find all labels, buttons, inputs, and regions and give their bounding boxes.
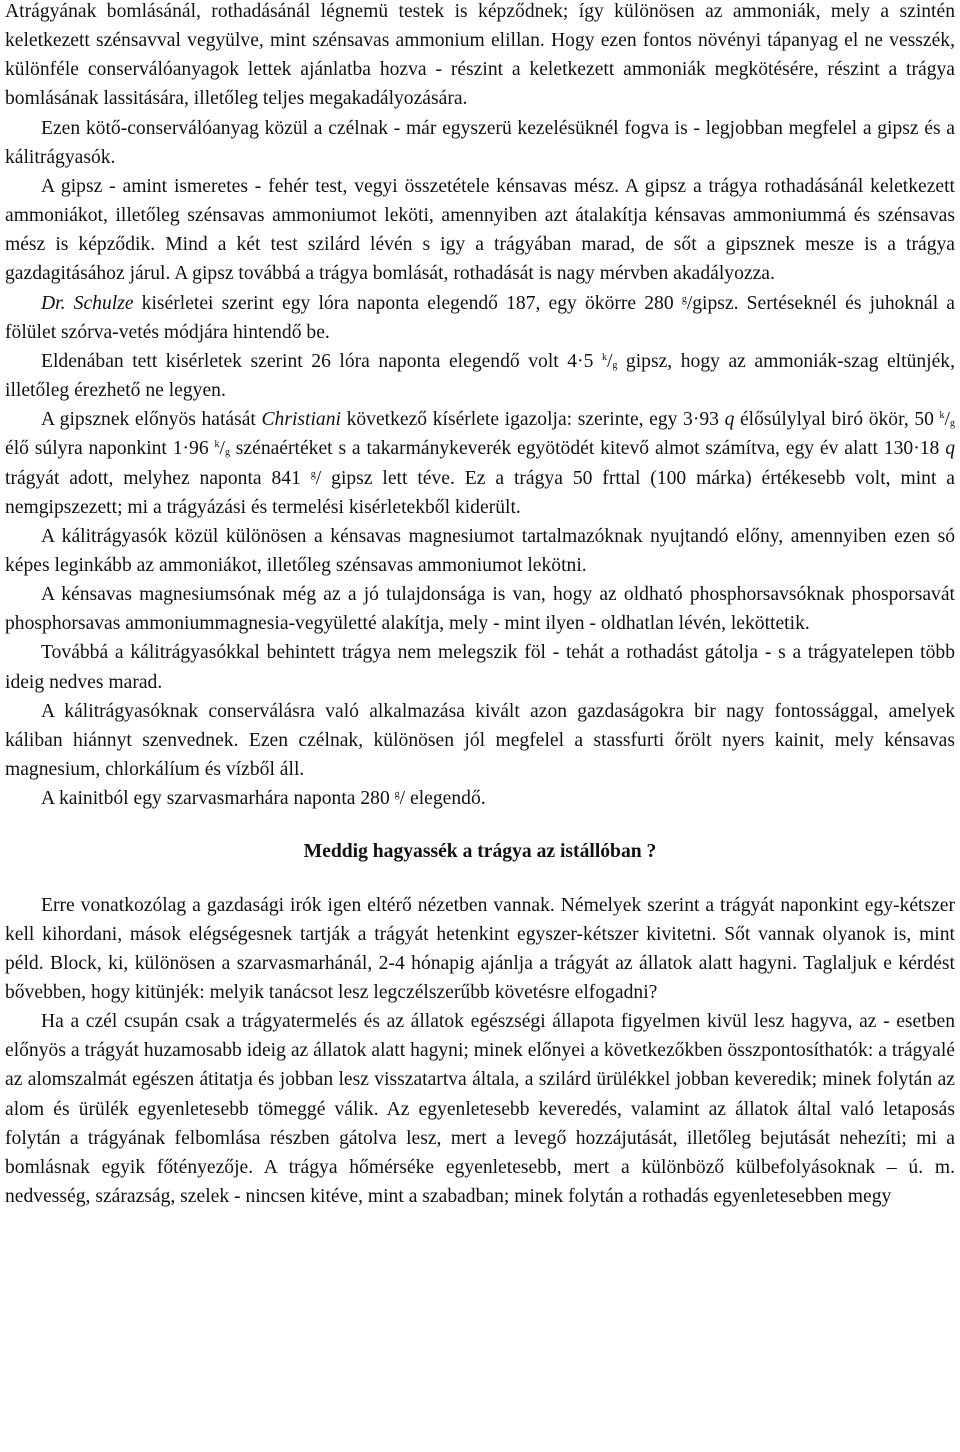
author-name: Schulze: [73, 292, 134, 314]
unit-subscript: g: [949, 418, 955, 430]
paragraph-magnesium-sulfate: A kénsavas magnesiumsónak még az a jó tulajdonsága is van, hogy az oldható phosphorsavsóknak phosporsavát phosphorsavas ammoniummagnesia-vegyületté alakítja, mely - mint ilyen - oldhatlan lévén, leköttetik.: [5, 584, 955, 635]
unit-subscript: g: [224, 447, 230, 459]
unit-superscript: k: [214, 439, 220, 451]
unit-superscript: g: [310, 468, 316, 480]
section-heading: Meddig hagyassék a trágya az istállóban ?: [303, 841, 657, 863]
paragraph-potash-salts: A kálitrágyasók közül különösen a kénsavas magnesiumot tartalmazóknak nyujtandó előny, amennyiben ezen só képes leginkább az ammoniákot, illetőleg szénsavas ammoniumot lekötni.: [5, 525, 955, 576]
paragraph-conserving-agents: Ezen kötő-conserválóanyag közül a czélnak - már egyszerü kezelésüknél fogva is - legjobban megfelel a gipsz és a kálitrágyasók.: [5, 117, 955, 168]
unit-superscript: k: [939, 410, 945, 422]
paragraph-no-heating: Továbbá a kálitrágyasókkal behintett trágya nem melegszik föl - tehát a rothadást gátolja - s a trágyatelepen több ideig nedves marad.: [5, 642, 955, 693]
paragraph-ammonia-loss: Atrágyának bomlásánál, rothadásánál légnemü testek is képződnek; így különösen az ammoniák, mely a szintén keletkezett szénsavval vegyülve, mint szénsavas ammonium elillan. Hogy ezen fontos növényi tápanyag el ne vesszék, különféle conserválóanyagok lettek ajánlatba hozva - részint a keletkezett ammoniák megkötésére, részint a trágya bomlásának lassitására, illetőleg teljes megakadályozására.: [5, 1, 955, 110]
paragraph-kainit-dose: A kainitból egy szarvasmarhára naponta 280 $^g$/ elegendő.: [41, 788, 486, 810]
paragraph-schulze: Dr. Schulze kisérletei szerint egy lóra naponta elegendő 187, egy ökörre 280 $^g$/gipsz. Sertéseknél és juhoknál a fölület szórva-vetés módjára hintendő be.: [5, 292, 956, 343]
title-abbrev: Dr.: [41, 292, 66, 314]
author-name: Christiani: [261, 409, 341, 431]
unit-subscript: g: [612, 359, 618, 371]
unit-superscript: k: [601, 351, 607, 363]
paragraph-eldena: Eldenában tett kisérletek szerint 26 lóra naponta elegendő volt 4·5 $^k/_g$ gipsz, hogy az ammoniák-szag eltünjék, illetőleg érezhető ne legyen.: [5, 350, 955, 402]
paragraph-christiani: A gipsznek előnyös hatását Christiani következő kísérlete igazolja: szerinte, egy 3·93 q élősúlylyal biró ökör, 50 $^k/_g$ élő súlyra naponkint 1·96 $^k/_g$ szénaértéket s a takarmánykeverék egyötödét kitevő almot számítva, egy év alatt 130·18 q trágyát adott, melyhez naponta 841 $^g$/ gipsz lett téve. Ez a trágya 50 frttal (100 márka) értékesebb volt, mint a nemgipszezett; mi a trágyázási és termelési kisérletekből kiderült.: [5, 409, 955, 518]
unit-superscript: g: [681, 293, 687, 305]
paragraph-advantages: Ha a czél csupán csak a trágyatermelés és az állatok egészségi állapota figyelmen kivül lesz hagyva, az - esetben előnyös a trágyát huzamosabb ideig az állatok alatt hagyni; minek előnyei a következőkben összpontosíthatók: a trágyalé az alomszalmát egészen átitatja és jobban lesz visszatartva általa, a szilárd ürülékkel jobban keveredik; minek folytán az alom és ürülék egyenletesebb tömeggé válik. Az egyenletesebb keveredés, valamint az állatok által való letaposás folytán a trágyának felbomlása részben gátolva lesz, mert a levegő hozzájutását, illetőleg bejutását nehezíti; mi a bomlásnak egyik főtényezője. A trágya hőmérséke egyenletesebb, mert a különböző külbefolyásoknak – ú. m. nedvesség, szárazság, szelek - nincsen kitéve, mint a szabadban; minek folytán a rothadás egyenletesebben megy: [5, 1011, 955, 1208]
unit-superscript: g: [394, 789, 400, 801]
paragraph-opinions: Erre vonatkozólag a gazdasági irók igen eltérő nézetben vannak. Némelyek szerint a trágyát naponkint egy-kétszer kell kihordani, mások elégségesnek tartják a trágyát hetenkint egyszer-kétszer kivitetni. Sőt vannak olyanok is, mint péld. Block, ki, különösen a szarvasmarhánál, 2-4 hónapig ajánlja a trágyát az állatok alatt hagyni. Taglaljuk e kérdést bővebben, hogy kitünjék: melyik tanácsot lesz legczélszerűbb követésre elfogadni?: [5, 894, 955, 1003]
paragraph-gypsum: A gipsz - amint ismeretes - fehér test, vegyi összetétele kénsavas mész. A gipsz a trágya rothadásánál keletkezett ammoniákot, illetőleg szénsavas ammoniumot leköti, amennyiben azt átalakítja kénsavas ammoniummá és szénsavas mész is képződik. Mind a két test szilárd lévén s igy a trágyában marad, de sőt a gipsznek mesze is a trágya gazdagitásához járul. A gipsz továbbá a trágya bomlását, rothadását is nagy mérvben akadályozza.: [5, 175, 955, 285]
paragraph-kainit-use: A kálitrágyasóknak conserválásra való alkalmazása kivált azon gazdaságokra bir nagy fontossággal, amelyek káliban hiánnyt szenvednek. Ezen czélnak, különösen jól megfelel a stassfurti őrölt nyers kainit, mely kénsavas magnesium, chlorkálíum és vízből áll.: [5, 700, 955, 781]
